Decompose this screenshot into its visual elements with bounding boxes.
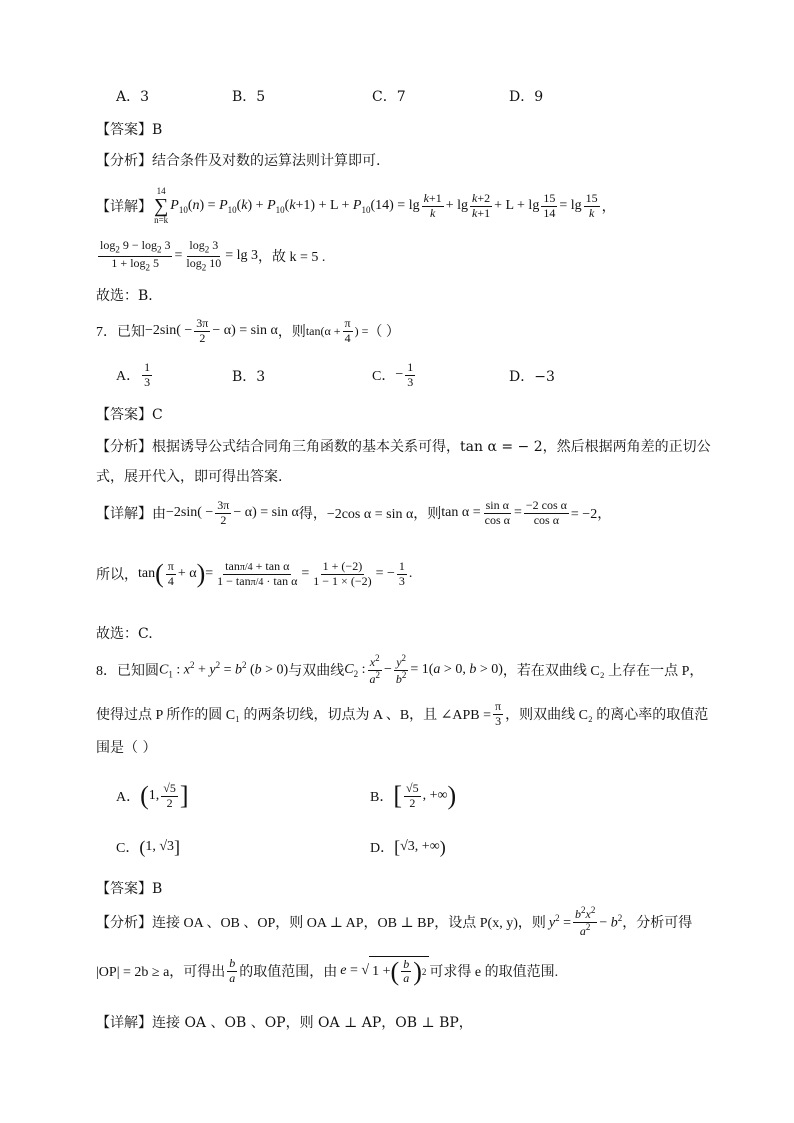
q7-option-c: C． − $\frac{1}{3}$ <box>372 360 414 389</box>
q7-conclusion: 故选：C. <box>96 626 153 642</box>
analysis-tag: 【分析】 <box>96 439 152 455</box>
q6-detail-line2: $\frac{\log_2 9 - \log_2 3}{1 + \log_2 5}$ = $\frac{\log_2 3}{\log_2 10}$ = lg 3 ，故 k = 5 . <box>100 238 326 272</box>
analysis-tag: 【分析】 <box>96 915 152 931</box>
q7-option-b: B．3 <box>232 369 266 385</box>
q7-analysis-line2: 式，展开代入，即可得出答案. <box>96 469 283 485</box>
q7-detail-line1: 【详解】 由 −2sin( − $\frac{3\pi}{2}$ − α) = sin α 得，−2cos α = sin α，则 tan α = $\frac{\text{sin α}}{\text{cos α}}$ = $\frac{\text{−2 cos α}}{\text{cos α}}$ = −2， <box>96 498 612 527</box>
detail-tag: 【详解】 <box>96 506 152 522</box>
q8-option-b: B． [ $\frac{√5}{2}$ , +∞ ) <box>370 781 457 810</box>
q8-stem-line2: 使得过点 P 所作的圆 C₁ 的两条切线，切点为 A 、B，且 ∠APB = $\frac{\pi}{3}$ ，则双曲线 C₂ 的离心率的取值范 <box>96 699 709 728</box>
answer-tag: 【答案】 <box>96 122 152 138</box>
q7-answer: 【答案】C <box>96 407 163 423</box>
q6-option-b: B．5 <box>232 89 266 105</box>
detail-tag: 【详解】 <box>96 1015 152 1031</box>
q7-analysis-line1: 【分析】根据诱导公式结合同角三角函数的基本关系可得，tan α = − 2，然后根据两角差的正切公 <box>96 439 711 455</box>
detail-tag: 【详解】 <box>96 199 152 215</box>
q7-stem: 7．已知 −2sin( − $\frac{3\pi}{2}$ − α) = sin α ，则 tan(α + $\frac{\pi}{4}$ ) = （ ） <box>96 316 400 345</box>
q6-answer: 【答案】B <box>96 122 163 138</box>
q6-option-d: D．9 <box>509 89 544 105</box>
analysis-tag: 【分析】 <box>96 153 152 169</box>
q7-detail-line2: 所以， tan ( $\frac{\pi}{4}$ + α ) = $\frac{\text{tanπ/4 + tan α}}{\text{1 − tanπ/4 · tan α}}$ = $\frac{1 + (-2)}{1 - 1 \times (-2)}$ = − $\frac{1}{3}$ . <box>96 559 413 588</box>
q6-option-a: A．3 <box>116 89 150 105</box>
q8-option-d: D． [ √3, +∞ ) <box>370 836 446 857</box>
q6-option-c: C．7 <box>372 89 406 105</box>
q7-option-d: D．−3 <box>509 369 555 385</box>
q7-option-a: A． $\frac{1}{3}$ <box>116 360 151 389</box>
q8-stem-line1: 8．已知圆 $C_1$ : $x^2 + y^2 = b^2$ (b > 0) 与双曲线 $C_2$ : $\frac{x^2}{a^2}$ − $\frac{y^2}{b^2}$ = 1(a > 0, b > 0) ，若在双曲线 C₂ 上存在一点 P， <box>96 653 704 686</box>
q8-option-a: A． ( 1, $\frac{√5}{2}$ ] <box>116 781 189 810</box>
q6-analysis: 【分析】结合条件及对数的运算法则计算即可. <box>96 153 381 169</box>
q6-conclusion: 故选：B． <box>96 288 163 304</box>
answer-tag: 【答案】 <box>96 407 152 423</box>
q8-stem-line3: 围是（ ） <box>96 740 157 756</box>
q8-detail: 【详解】连接 OA 、OB 、OP，则 OA ⊥ AP，OB ⊥ BP， <box>96 1015 473 1031</box>
q8-answer: 【答案】B <box>96 881 163 897</box>
answer-tag: 【答案】 <box>96 881 152 897</box>
q6-detail-line1: 【详解】 14 ∑ n=k $P_{10}(n) = P_{10}(k) + P_{10}(k+1) + L + P_{10}(14) = \lg$ $\frac{k+1}{k}$ + lg $\frac{k+2}{k+1}$ + L + lg $\frac{15}{14}$ = lg $\frac{15}{k}$ ， <box>96 186 616 225</box>
q8-option-c: C． ( 1, √3 ] <box>116 836 181 857</box>
q8-analysis-line2: |OP| = 2b ≥ a，可得出 $\frac{b}{a}$ 的取值范围，由 e = √ 1 + ( $\frac{b}{a}$ ) 2 可求得 e 的取值范围. <box>96 956 559 986</box>
q8-analysis-line1: 【分析】 连接 OA 、OB 、OP，则 OA ⊥ AP，OB ⊥ BP，设点 P(x, y)，则 $y^2$ = $\frac{b^2x^2}{a^2}$ − $b^2$ ，分析可得 <box>96 905 693 938</box>
